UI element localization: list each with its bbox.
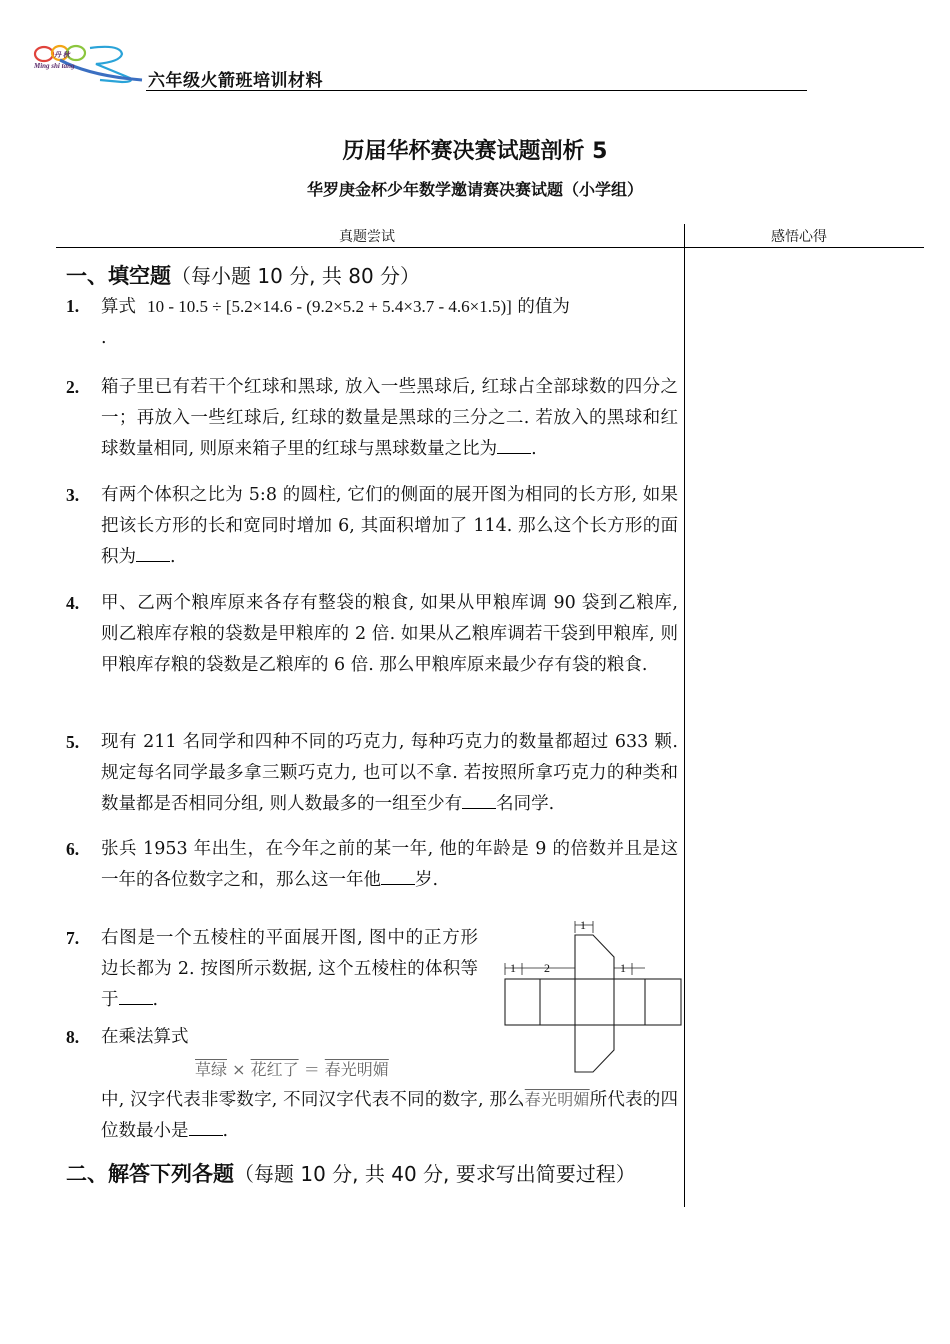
dim-label-left-2: 2 [544, 961, 550, 975]
question-4 [66, 588, 678, 681]
section-fill-in-note: （每小题 10 分, 共 80 分） [171, 264, 421, 288]
logo-chars: 丹 秋 [54, 51, 70, 59]
q8-line2-a: 中, 汉字代表非零数字, 不同汉字代表不同的数字, 那么 [101, 1090, 525, 1110]
q5-text: 现有 211 名同学和四种不同的巧克力, 每种巧克力的数量都超过 633 颗. 规定每名同学最多拿三颗巧克力, 也可以不拿. 若按照所拿巧克力的种类和数量都是否相同分组, 则人数最多的一组至少有 [101, 732, 678, 814]
question-5 [66, 727, 678, 820]
question-number: 8. [66, 1027, 80, 1047]
question-8 [66, 1022, 678, 1147]
section-fill-in-label: 一、填空题 [66, 264, 171, 288]
q4-text: 甲、乙两个粮库原来各存有整袋的粮食, 如果从甲粮库调 90 袋到乙粮库, 则乙粮库存粮的袋数是甲粮库的 2 倍. 如果从乙粮库调若干袋到甲粮库, 则甲粮库存粮的袋数是乙粮库的 6 倍. 那么甲粮库原来最少存有袋的粮食. [101, 593, 678, 675]
answer-blank [381, 866, 415, 885]
eq-term-c: 春光明媚 [324, 1060, 389, 1079]
question-number: 7. [66, 928, 80, 948]
top-pentagon [575, 935, 614, 979]
answer-blank [497, 435, 531, 454]
document-subtitle: 华罗庚金杯少年数学邀请赛决赛试题（小学组） [306, 180, 643, 199]
logo-text: Ming shi tang [34, 62, 75, 70]
question-1 [66, 291, 678, 354]
section-solve-note: （每题 10 分, 共 40 分, 要求写出简要过程） [234, 1162, 636, 1186]
q1-suffix: 的值为 [517, 297, 570, 317]
table-header-rule [56, 247, 924, 248]
q8-word-spring: 春光明媚 [524, 1090, 590, 1109]
question-number: 5. [66, 732, 80, 752]
question-number: 2. [66, 377, 80, 397]
eq-term-b: 花红了 [250, 1060, 299, 1079]
q2-end: . [531, 439, 537, 459]
answer-blank [462, 790, 496, 809]
q1-expression: 10 - 10.5 ÷ [5.2×14.6 - (9.2×5.2 + 5.4×3.7 - 4.6×1.5)] [147, 297, 512, 316]
header-rule [146, 90, 807, 91]
question-6 [66, 834, 678, 896]
q2-text: 箱子里已有若干个红球和黑球, 放入一些黑球后, 红球占全部球数的四分之一；再放入一些红球后, 红球的数量是黑球的三分之二. 若放入的黑球和红球数量相同, 则原来箱子里的红球与黑球数量之比为 [101, 377, 678, 459]
q1-prefix: 算式 [101, 297, 136, 317]
column-header-reflection: 感悟心得 [771, 229, 827, 245]
question-number: 6. [66, 839, 80, 859]
answer-blank [136, 543, 170, 562]
question-number: 1. [66, 296, 80, 316]
answer-blank [189, 1117, 223, 1136]
q8-end: . [222, 1121, 229, 1141]
net-band [505, 979, 681, 1025]
question-3 [66, 480, 678, 573]
dim-label-right: 1 [620, 961, 626, 975]
document-title: 历届华杯赛决赛试题剖析 5 [342, 139, 608, 164]
header-title: 六年级火箭班培训材料 [148, 71, 323, 91]
question-7 [66, 923, 478, 1016]
dim-label-left-1: 1 [510, 961, 516, 975]
q8-text: 在乘法算式 [101, 1027, 189, 1047]
section-fill-in [66, 260, 420, 290]
q1-tail: . [101, 328, 107, 348]
q3-end: . [170, 547, 176, 567]
q8-equation: 草绿 × 花红了 ＝ 春光明媚 [195, 1060, 389, 1079]
q3-text: 有两个体积之比为 5:8 的圆柱, 它们的侧面的展开图为相同的长方形, 如果把该长方形的长和宽同时增加 6, 其面积增加了 114. 那么这个长方形的面积为 [101, 485, 678, 567]
q7-end: . [152, 990, 159, 1010]
dim-label-top: 1 [580, 918, 586, 932]
answer-blank [119, 986, 153, 1005]
q7-text: 右图是一个五棱柱的平面展开图, 图中的正方形边长都为 2. 按图所示数据, 这个五棱柱的体积等于 [101, 928, 478, 1010]
column-header-practice: 真题尝试 [339, 229, 395, 245]
q8-line2-b: 所代表的四位数最小是 [101, 1090, 679, 1141]
q6-text: 张兵 1953 年出生，在今年之前的某一年, 他的年龄是 9 的倍数并且是这一年的各位数字之和，那么这一年他 [101, 839, 678, 890]
eq-term-a: 草绿 [195, 1060, 228, 1079]
section-solve-label: 二、解答下列各题 [66, 1162, 234, 1186]
section-solve [66, 1158, 636, 1188]
question-number: 4. [66, 593, 80, 613]
question-number: 3. [66, 485, 80, 505]
question-2 [66, 372, 678, 465]
q5-end: 名同学. [496, 794, 555, 814]
q6-end: 岁. [415, 870, 439, 890]
